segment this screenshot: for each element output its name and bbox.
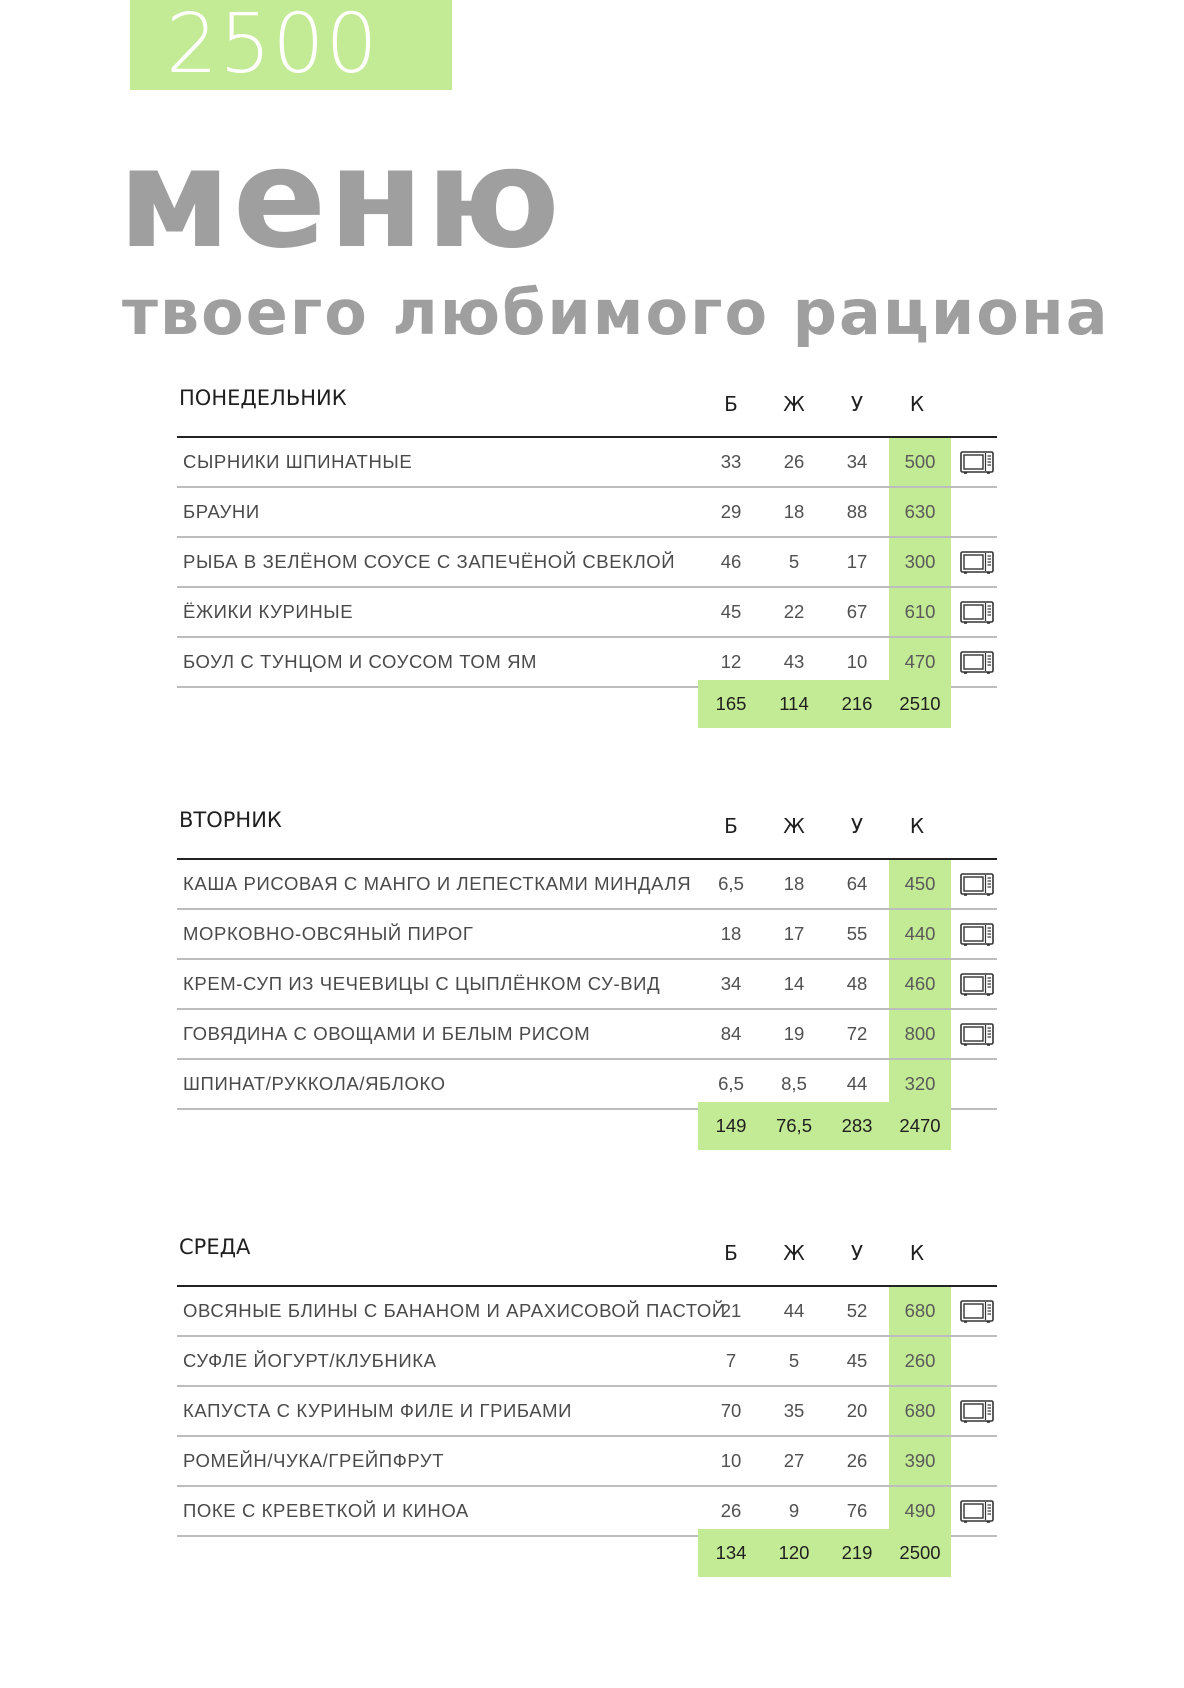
microwave-icon	[960, 451, 994, 475]
total-k-value: 2470	[899, 1115, 941, 1136]
meal-row	[177, 910, 997, 960]
meal-name: ЁЖИКИ КУРИНЫЕ	[183, 601, 354, 622]
meal-zh-value: 18	[783, 501, 805, 522]
meal-row	[177, 1437, 997, 1487]
meal-kcal-value: 470	[889, 638, 951, 686]
day-section	[177, 1225, 997, 1563]
meal-kcal-value: 450	[889, 860, 951, 908]
total-zh-value: 76,5	[775, 1115, 812, 1136]
meal-zh-value: 9	[788, 1500, 800, 1521]
column-header: У	[850, 814, 864, 838]
meal-kcal-value: 610	[889, 588, 951, 636]
meal-b-value: 6,5	[718, 873, 744, 894]
meal-u-value: 10	[846, 651, 868, 672]
meal-name: СЫРНИКИ ШПИНАТНЫЕ	[183, 451, 413, 472]
meal-row	[177, 438, 997, 488]
meal-b-value: 26	[720, 1500, 742, 1521]
meal-kcal-value: 260	[889, 1337, 951, 1385]
day-header	[177, 376, 997, 438]
meal-zh-value: 22	[783, 601, 805, 622]
meal-b-value: 29	[720, 501, 742, 522]
microwave-icon	[960, 973, 994, 997]
meal-kcal-value: 460	[889, 960, 951, 1008]
meal-u-value: 76	[846, 1500, 868, 1521]
meal-zh-value: 8,5	[781, 1073, 807, 1094]
meal-name: РОМЕЙН/ЧУКА/ГРЕЙПФРУТ	[183, 1450, 445, 1471]
meal-zh-value: 5	[788, 1350, 800, 1371]
meal-row	[177, 538, 997, 588]
meal-zh-value: 19	[783, 1023, 805, 1044]
meal-u-value: 64	[846, 873, 868, 894]
meal-zh-value: 27	[783, 1450, 805, 1471]
meal-u-value: 20	[846, 1400, 868, 1421]
meal-kcal-value: 300	[889, 538, 951, 586]
meal-zh-value: 17	[783, 923, 805, 944]
column-header: У	[850, 392, 864, 416]
meal-u-value: 48	[846, 973, 868, 994]
meal-kcal-value: 490	[889, 1487, 951, 1535]
meal-kcal-value: 800	[889, 1010, 951, 1058]
meal-u-value: 55	[846, 923, 868, 944]
meal-row	[177, 488, 997, 538]
meal-u-value: 34	[846, 451, 868, 472]
meal-b-value: 12	[720, 651, 742, 672]
meal-name: МОРКОВНО-ОВСЯНЫЙ ПИРОГ	[183, 923, 474, 944]
day-totals	[698, 1102, 951, 1150]
meal-row	[177, 1287, 997, 1337]
microwave-icon	[960, 1400, 994, 1424]
day-totals	[698, 680, 951, 728]
total-zh-value: 120	[778, 1542, 810, 1563]
meal-name: КАША РИСОВАЯ С МАНГО И ЛЕПЕСТКАМИ МИНДАЛЯ	[183, 873, 692, 894]
meal-u-value: 45	[846, 1350, 868, 1371]
meal-row	[177, 1337, 997, 1387]
meal-u-value: 44	[846, 1073, 868, 1094]
page-subtitle: твоего любимого рациона	[122, 276, 1110, 349]
meal-name: ГОВЯДИНА С ОВОЩАМИ И БЕЛЫМ РИСОМ	[183, 1023, 591, 1044]
meal-zh-value: 14	[783, 973, 805, 994]
meal-name: РЫБА В ЗЕЛЁНОМ СОУСЕ С ЗАПЕЧЁНОЙ СВЕКЛОЙ	[183, 551, 676, 572]
meal-zh-value: 44	[783, 1300, 805, 1321]
microwave-icon	[960, 651, 994, 675]
meal-b-value: 70	[720, 1400, 742, 1421]
column-header: К	[909, 1241, 925, 1265]
total-u-value: 283	[841, 1115, 873, 1136]
total-b-value: 134	[715, 1542, 747, 1563]
meal-kcal-value: 500	[889, 438, 951, 486]
column-header: Б	[724, 814, 738, 838]
meal-b-value: 84	[720, 1023, 742, 1044]
meal-row	[177, 960, 997, 1010]
microwave-icon	[960, 1023, 994, 1047]
total-b-value: 149	[715, 1115, 747, 1136]
meal-b-value: 33	[720, 451, 742, 472]
meal-b-value: 6,5	[718, 1073, 744, 1094]
meal-b-value: 45	[720, 601, 742, 622]
meal-zh-value: 43	[783, 651, 805, 672]
column-header: Ж	[783, 814, 805, 838]
meal-b-value: 18	[720, 923, 742, 944]
total-k-value: 2510	[899, 693, 941, 714]
meal-name: ОВСЯНЫЕ БЛИНЫ С БАНАНОМ И АРАХИСОВОЙ ПАСТОЙ	[183, 1300, 726, 1321]
microwave-icon	[960, 1300, 994, 1324]
column-header: К	[909, 392, 925, 416]
meal-zh-value: 35	[783, 1400, 805, 1421]
day-totals	[698, 1529, 951, 1577]
page-title: меню	[118, 118, 562, 279]
meal-kcal-value: 680	[889, 1287, 951, 1335]
total-u-value: 219	[841, 1542, 873, 1563]
meal-kcal-value: 630	[889, 488, 951, 536]
meal-b-value: 34	[720, 973, 742, 994]
day-section	[177, 376, 997, 714]
meal-name: БРАУНИ	[183, 501, 260, 522]
meal-u-value: 52	[846, 1300, 868, 1321]
meal-b-value: 10	[720, 1450, 742, 1471]
microwave-icon	[960, 551, 994, 575]
meal-name: КРЕМ-СУП ИЗ ЧЕЧЕВИЦЫ С ЦЫПЛЁНКОМ СУ-ВИД	[183, 973, 661, 994]
microwave-icon	[960, 873, 994, 897]
total-b-value: 165	[715, 693, 747, 714]
column-header: Б	[724, 392, 738, 416]
meal-zh-value: 5	[788, 551, 800, 572]
meal-u-value: 67	[846, 601, 868, 622]
column-header: У	[850, 1241, 864, 1265]
meal-u-value: 72	[846, 1023, 868, 1044]
meal-b-value: 21	[720, 1300, 742, 1321]
column-header: К	[909, 814, 925, 838]
meal-zh-value: 18	[783, 873, 805, 894]
meal-zh-value: 26	[783, 451, 805, 472]
column-header: Ж	[783, 392, 805, 416]
meal-kcal-value: 440	[889, 910, 951, 958]
day-section	[177, 798, 997, 1136]
meal-name: БОУЛ С ТУНЦОМ И СОУСОМ ТОМ ЯМ	[183, 651, 538, 672]
day-name: ВТОРНИК	[179, 808, 282, 832]
meal-name: КАПУСТА С КУРИНЫМ ФИЛЕ И ГРИБАМИ	[183, 1400, 573, 1421]
total-zh-value: 114	[779, 693, 809, 714]
total-k-value: 2500	[899, 1542, 941, 1563]
meal-b-value: 7	[725, 1350, 737, 1371]
meal-u-value: 26	[846, 1450, 868, 1471]
day-name: СРЕДА	[179, 1235, 251, 1259]
meal-u-value: 17	[846, 551, 868, 572]
meal-b-value: 46	[720, 551, 742, 572]
meal-name: ПОКЕ С КРЕВЕТКОЙ И КИНОА	[183, 1500, 469, 1521]
meal-kcal-value: 390	[889, 1437, 951, 1485]
meal-row	[177, 1387, 997, 1437]
meal-name: ШПИНАТ/РУККОЛА/ЯБЛОКО	[183, 1073, 446, 1094]
column-header: Ж	[783, 1241, 805, 1265]
microwave-icon	[960, 923, 994, 947]
meal-row	[177, 860, 997, 910]
meal-kcal-value: 320	[889, 1060, 951, 1108]
meal-row	[177, 588, 997, 638]
microwave-icon	[960, 1500, 994, 1524]
column-header: Б	[724, 1241, 738, 1265]
total-u-value: 216	[841, 693, 873, 714]
day-name: ПОНЕДЕЛЬНИК	[179, 386, 347, 410]
meal-u-value: 88	[846, 501, 868, 522]
meal-name: СУФЛЕ ЙОГУРТ/КЛУБНИКА	[183, 1350, 437, 1371]
calorie-badge: 2500	[130, 0, 452, 90]
meal-row	[177, 1010, 997, 1060]
day-header	[177, 1225, 997, 1287]
microwave-icon	[960, 601, 994, 625]
meal-kcal-value: 680	[889, 1387, 951, 1435]
day-header	[177, 798, 997, 860]
